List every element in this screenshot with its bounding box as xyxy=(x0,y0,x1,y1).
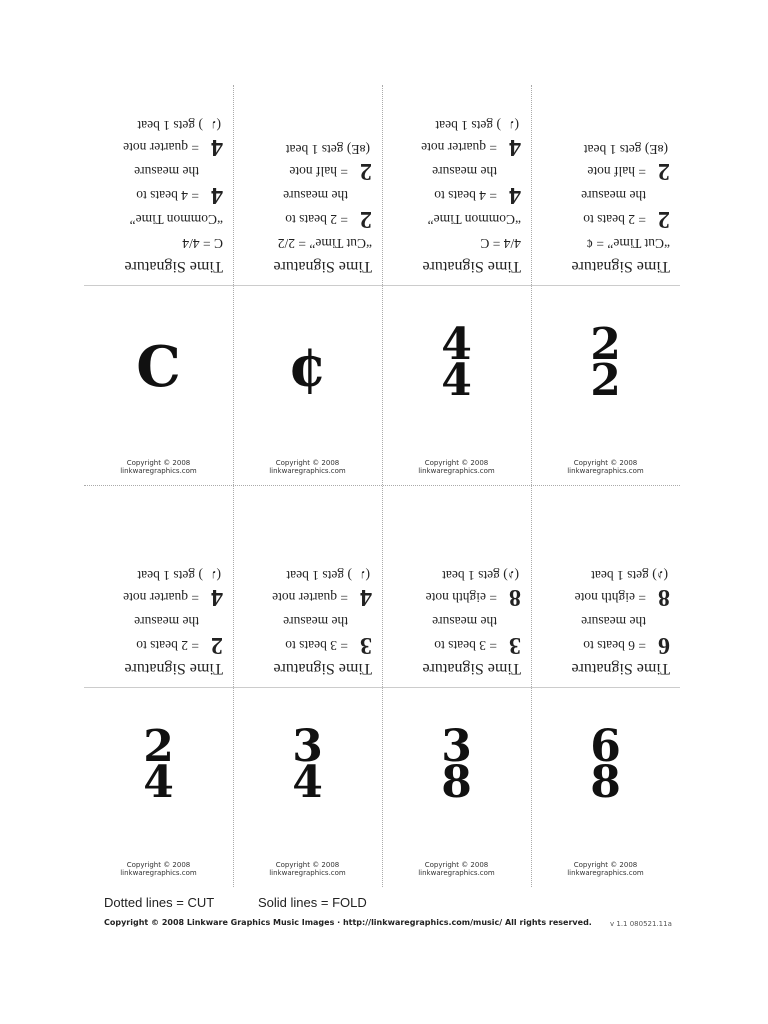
card-back-content xyxy=(233,565,382,687)
copyright-url: linkwaregraphics.com xyxy=(120,467,197,475)
card-line-number: 6 xyxy=(658,632,670,658)
card-line xyxy=(84,115,233,135)
card-line-number: 2 xyxy=(360,158,372,184)
card-line-text: = eighth note xyxy=(425,590,497,605)
card-line-number: 3 xyxy=(509,632,521,658)
card-line-text: the measure xyxy=(283,614,348,629)
card-line-text: the measure xyxy=(134,164,199,179)
time-signature-numeral xyxy=(531,319,680,406)
card-line-text: (♩) gets 1 beat xyxy=(435,118,519,133)
card-back xyxy=(531,486,680,687)
card-line-text: the measure xyxy=(134,614,199,629)
time-signature-numeral xyxy=(382,721,531,808)
card-line-number: 4 xyxy=(509,134,521,160)
card-front xyxy=(382,687,531,887)
card-line-text: (♪) gets 1 beat xyxy=(442,568,519,583)
time-signature-bottom: 8 xyxy=(590,757,621,808)
card-line-text: = quarter note xyxy=(272,590,348,605)
card-front xyxy=(531,687,680,887)
card-line-text: = 3 beats to xyxy=(434,638,497,653)
card-line-text: the measure xyxy=(581,188,646,203)
card-line-number: 4 xyxy=(211,134,223,160)
card-line-text: = half note xyxy=(587,164,646,179)
card-back-content xyxy=(531,139,680,285)
card-line xyxy=(84,135,233,159)
card-line-text: (ᴕE) gets 1 beat xyxy=(583,142,668,157)
card-line xyxy=(382,183,531,207)
card-line-number: 4 xyxy=(509,182,521,208)
copyright-line: Copyright © 2008 xyxy=(126,861,191,869)
card-line xyxy=(382,135,531,159)
card-line-text: = quarter note xyxy=(123,140,199,155)
card-line xyxy=(233,139,382,159)
copyright-url: linkwaregraphics.com xyxy=(418,869,495,877)
card-front xyxy=(233,687,382,887)
time-signature-numeral xyxy=(84,721,233,808)
copyright-url: linkwaregraphics.com xyxy=(567,869,644,877)
card-line-number: 8 xyxy=(509,584,521,610)
time-signature-top: 4 xyxy=(441,319,472,370)
time-signature-top: 3 xyxy=(292,721,323,772)
card-line xyxy=(233,585,382,609)
card-back xyxy=(382,85,531,285)
card-line-text: the measure xyxy=(283,188,348,203)
card-back-content xyxy=(233,139,382,285)
time-signature-top: 2 xyxy=(590,319,621,370)
card-line xyxy=(233,565,382,585)
card-line xyxy=(233,183,382,207)
card-back xyxy=(382,486,531,687)
time-signature-numeral xyxy=(531,721,680,808)
card-line-text: 4/4 = C xyxy=(480,236,521,251)
card-line xyxy=(84,565,233,585)
card-line-text: (♪) gets 1 beat xyxy=(591,568,668,583)
card-sheet xyxy=(84,85,680,887)
card-line xyxy=(84,231,233,255)
card-line xyxy=(531,565,680,585)
card-line xyxy=(531,585,680,609)
card-line xyxy=(233,609,382,633)
copyright-line: Copyright © 2008 xyxy=(275,459,340,467)
card-back-content xyxy=(382,115,531,285)
card-front xyxy=(233,285,382,485)
copyright-url: linkwaregraphics.com xyxy=(567,467,644,475)
card-line-number: 2 xyxy=(658,206,670,232)
card-line xyxy=(531,231,680,255)
card-line-text: (♩) gets 1 beat xyxy=(137,568,221,583)
copyright-url: linkwaregraphics.com xyxy=(269,869,346,877)
card-line xyxy=(531,183,680,207)
card-line xyxy=(84,633,233,657)
card-line xyxy=(84,183,233,207)
card-title: Time Signature xyxy=(422,258,521,275)
card-title: Time Signature xyxy=(571,258,670,275)
card-line-text: = quarter note xyxy=(123,590,199,605)
card-title: Time Signature xyxy=(273,258,372,275)
card-line xyxy=(531,633,680,657)
copyright-url: linkwaregraphics.com xyxy=(418,467,495,475)
footer-copyright: Copyright © 2008 Linkware Graphics Music Images · http://linkwaregraphics.com/music/ All rights reserved. xyxy=(104,918,592,927)
card-line-text: = eighth note xyxy=(574,590,646,605)
card-line-text: = 4 beats to xyxy=(434,188,497,203)
card-line xyxy=(531,139,680,159)
card-back-content xyxy=(531,565,680,687)
card-title: Time Signature xyxy=(124,660,223,677)
card-line-text: = 2 beats to xyxy=(136,638,199,653)
card-line-text: = 2 beats to xyxy=(583,212,646,227)
time-signature-top: 3 xyxy=(441,721,472,772)
time-signature-bottom: 2 xyxy=(590,355,621,406)
card-line-text: “Cut Time” = 2/2 xyxy=(277,236,372,251)
card-line xyxy=(84,207,233,231)
card-line-number: 2 xyxy=(360,206,372,232)
card-line xyxy=(382,609,531,633)
time-signature-bottom: 4 xyxy=(441,355,472,406)
time-signature-symbol: C xyxy=(136,334,181,400)
card-line-text: “Cut Time” = ¢ xyxy=(586,236,670,251)
card-title: Time Signature xyxy=(124,258,223,275)
card-line-text: = 3 beats to xyxy=(285,638,348,653)
card-title: Time Signature xyxy=(273,660,372,677)
time-signature-top: 2 xyxy=(143,721,174,772)
card-title: Time Signature xyxy=(422,660,521,677)
card-line-text: the measure xyxy=(432,614,497,629)
card-line-text: (♩) gets 1 beat xyxy=(286,568,370,583)
time-signature-bottom: 4 xyxy=(292,757,323,808)
card-front xyxy=(382,285,531,485)
card-line-text: C = 4/4 xyxy=(182,236,223,251)
card-line-text: “Common Time” xyxy=(129,212,223,227)
card-line xyxy=(233,207,382,231)
card-line xyxy=(382,633,531,657)
card-line-text: = 2 beats to xyxy=(285,212,348,227)
card-back xyxy=(233,85,382,285)
card-line xyxy=(382,565,531,585)
card-line xyxy=(382,207,531,231)
copyright-line: Copyright © 2008 xyxy=(573,861,638,869)
card-back-content xyxy=(382,565,531,687)
card-line-number: 2 xyxy=(211,632,223,658)
copyright-url: linkwaregraphics.com xyxy=(120,869,197,877)
card-line-text: = 6 beats to xyxy=(583,638,646,653)
legend-solid: Solid lines = FOLD xyxy=(258,895,367,910)
card-line xyxy=(382,231,531,255)
time-signature-symbol: ¢ xyxy=(288,334,327,400)
card-line xyxy=(531,207,680,231)
card-line xyxy=(531,609,680,633)
card-line xyxy=(233,231,382,255)
card-line xyxy=(382,585,531,609)
copyright-line: Copyright © 2008 xyxy=(126,459,191,467)
card-back-content xyxy=(84,565,233,687)
card-line-text: (ᴕE) gets 1 beat xyxy=(285,142,370,157)
copyright-url: linkwaregraphics.com xyxy=(269,467,346,475)
card-title: Time Signature xyxy=(571,660,670,677)
card-front xyxy=(84,687,233,887)
card-line xyxy=(382,115,531,135)
time-signature-numeral xyxy=(233,721,382,808)
card-line-text: the measure xyxy=(432,164,497,179)
copyright-line: Copyright © 2008 xyxy=(275,861,340,869)
card-line-number: 4 xyxy=(211,584,223,610)
time-signature-top: 6 xyxy=(590,721,621,772)
card-front xyxy=(531,285,680,485)
card-line xyxy=(84,609,233,633)
card-line-text: “Common Time” xyxy=(427,212,521,227)
legend-dotted: Dotted lines = CUT xyxy=(104,895,215,910)
card-back xyxy=(531,85,680,285)
time-signature-numeral xyxy=(382,319,531,406)
copyright-line: Copyright © 2008 xyxy=(424,861,489,869)
card-line-number: 3 xyxy=(360,632,372,658)
time-signature-bottom: 4 xyxy=(143,757,174,808)
card-back-content xyxy=(84,115,233,285)
card-line-number: 8 xyxy=(658,584,670,610)
card-line-number: 2 xyxy=(658,158,670,184)
card-line xyxy=(233,159,382,183)
card-line xyxy=(84,585,233,609)
card-line-text: (♩) gets 1 beat xyxy=(137,118,221,133)
card-line-number: 4 xyxy=(211,182,223,208)
card-line-text: = quarter note xyxy=(421,140,497,155)
card-back xyxy=(84,486,233,687)
card-line xyxy=(531,159,680,183)
card-line xyxy=(84,159,233,183)
card-line xyxy=(382,159,531,183)
card-front xyxy=(84,285,233,485)
card-line-number: 4 xyxy=(360,584,372,610)
card-line-text: = half note xyxy=(289,164,348,179)
card-line-text: = 4 beats to xyxy=(136,188,199,203)
time-signature-bottom: 8 xyxy=(441,757,472,808)
card-line-text: the measure xyxy=(581,614,646,629)
card-line xyxy=(233,633,382,657)
version-label: v 1.1 080521.11a xyxy=(610,920,672,928)
copyright-line: Copyright © 2008 xyxy=(424,459,489,467)
copyright-line: Copyright © 2008 xyxy=(573,459,638,467)
card-back xyxy=(233,486,382,687)
card-back xyxy=(84,85,233,285)
